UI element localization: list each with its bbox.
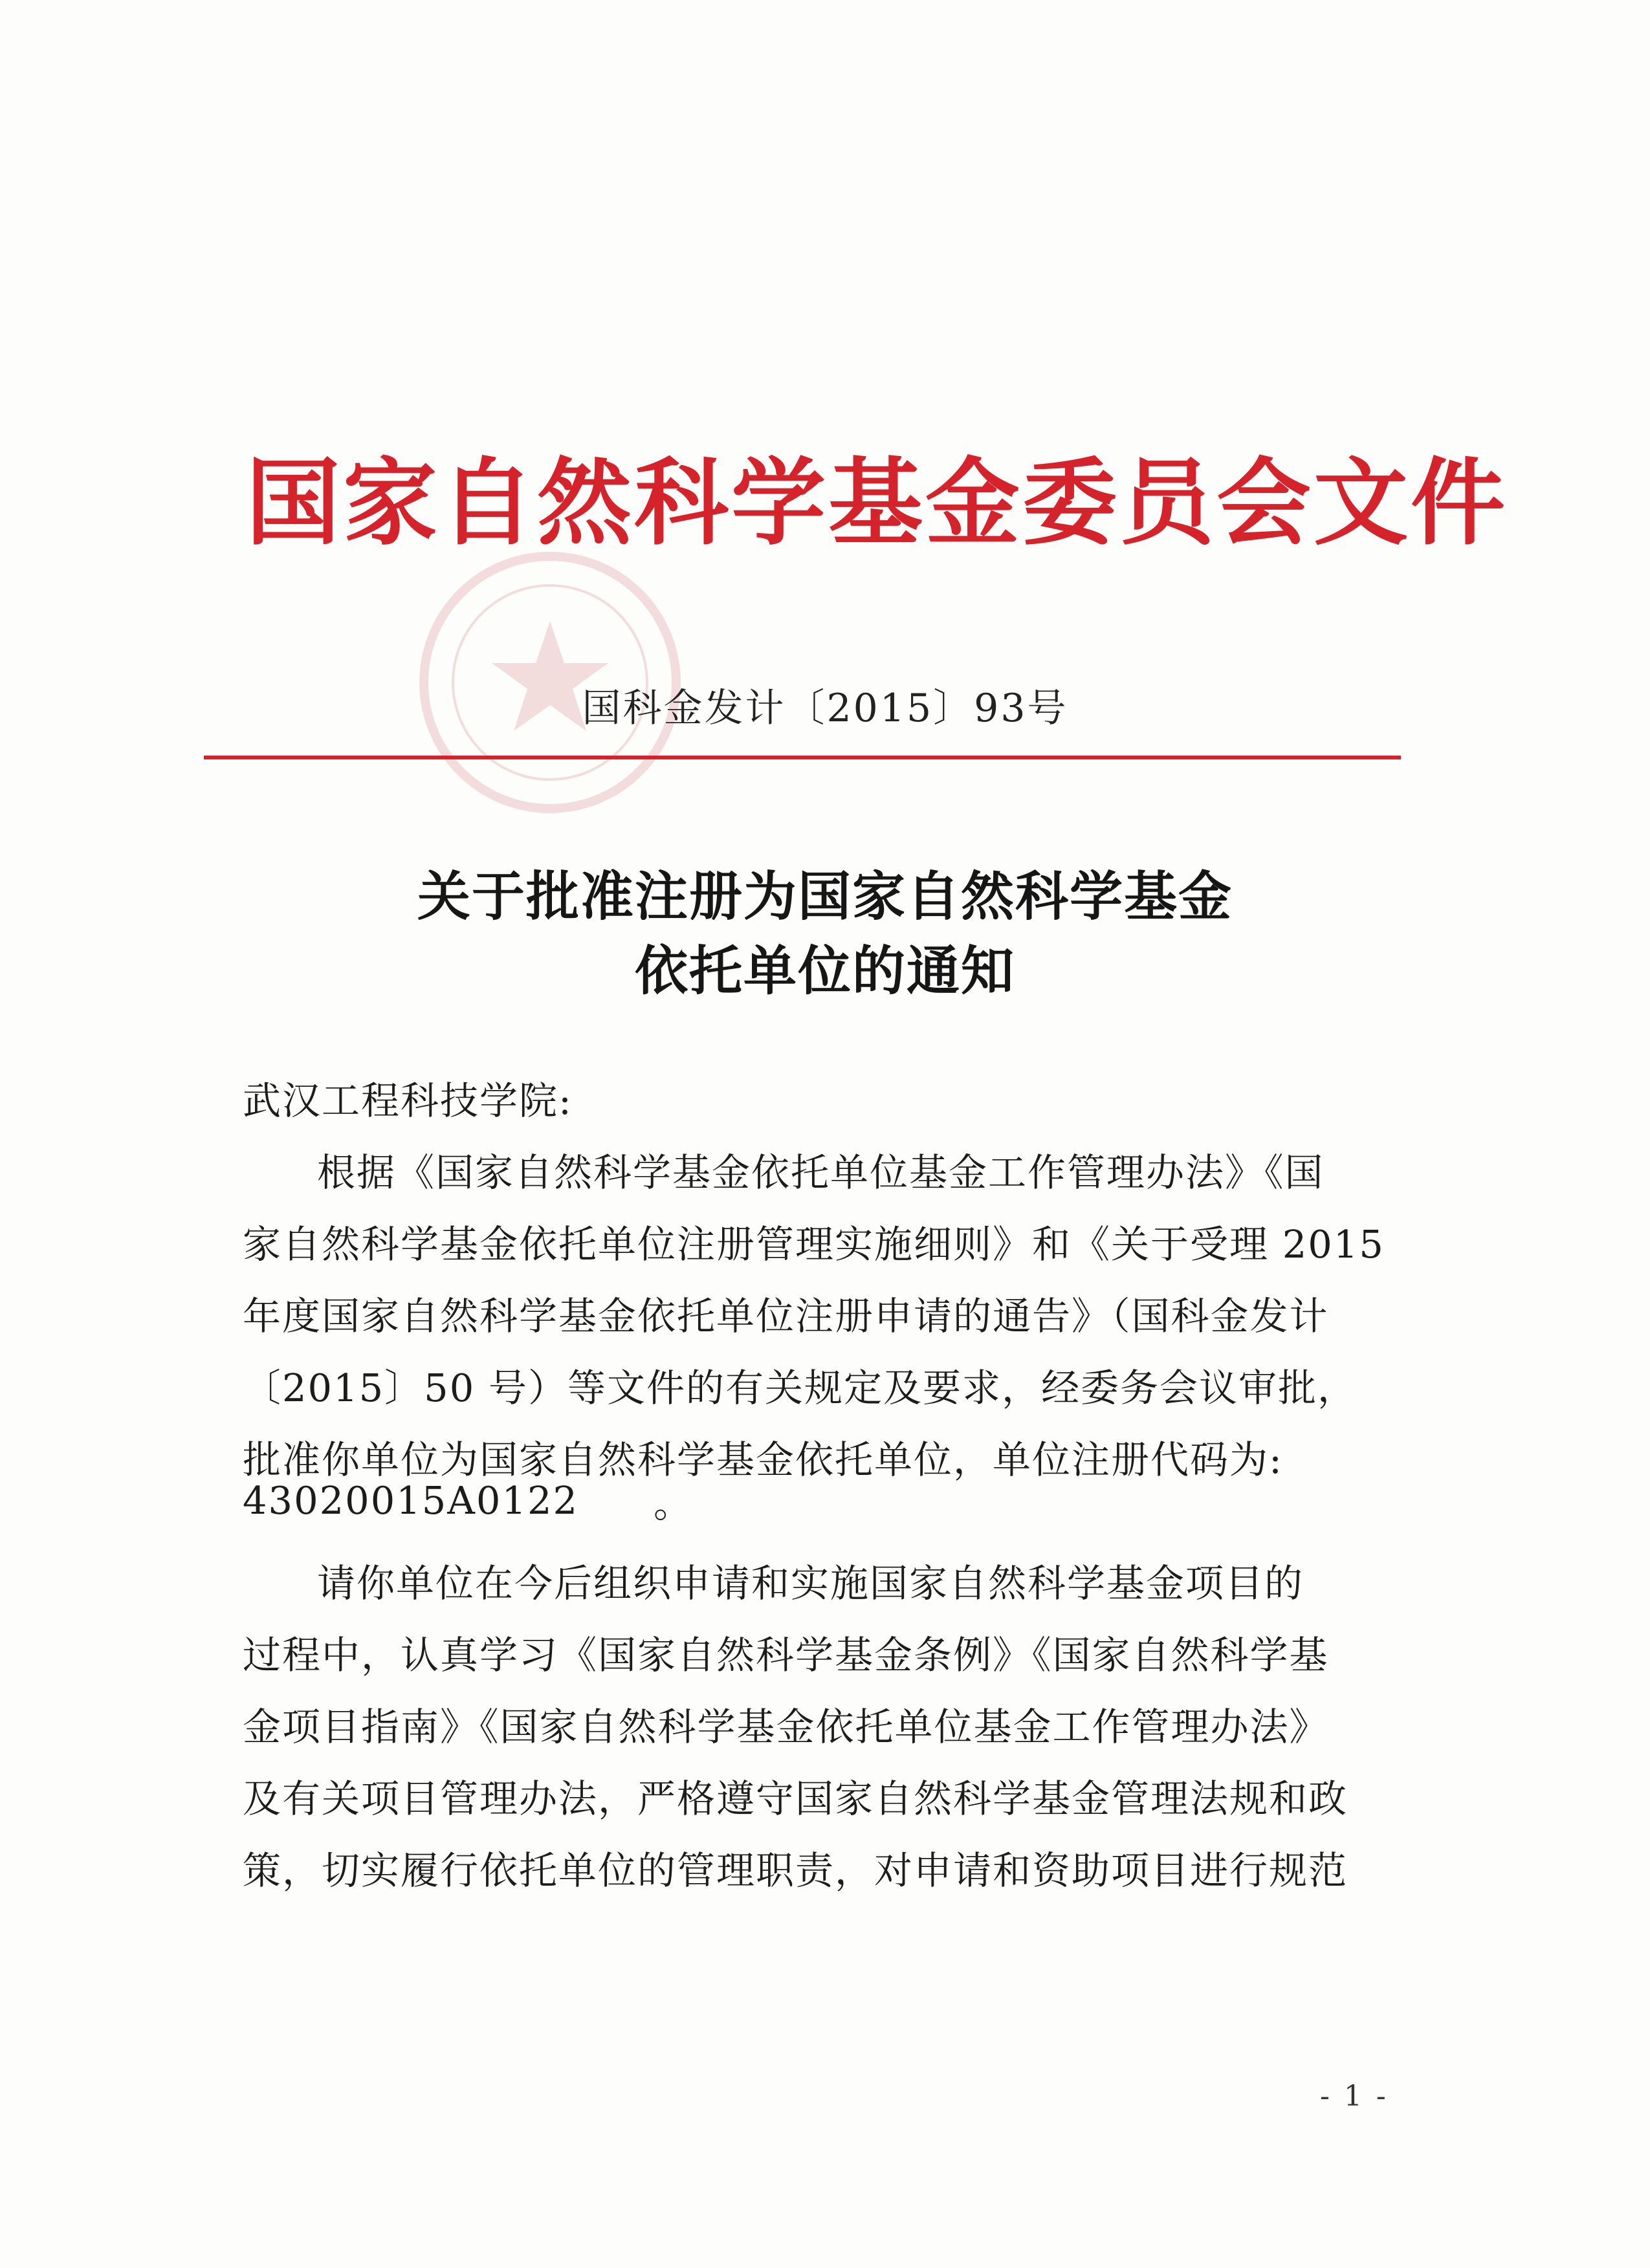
paragraph-1-line: 〔2015〕50 号）等文件的有关规定及要求，经委务会议审批， <box>243 1366 1357 1410</box>
paragraph-1-line: 批准你单位为国家自然科学基金依托单位，单位注册代码为: <box>243 1437 1283 1482</box>
paragraph-2-line: 金项目指南》《国家自然科学基金依托单位基金工作管理办法》 <box>243 1705 1329 1749</box>
document-number: 国科金发计〔2015〕93号 <box>582 686 1068 731</box>
registration-code-terminator: 。 <box>654 1481 692 1526</box>
paragraph-1-line: 年度国家自然科学基金依托单位注册申请的通告》（国科金发计 <box>243 1294 1329 1338</box>
paragraph-2-line: 策，切实履行依托单位的管理职责，对申请和资助项目进行规范 <box>243 1848 1348 1893</box>
registration-code: 43020015A0122 <box>243 1478 579 1523</box>
paragraph-1-line: 根据《国家自然科学基金依托单位基金工作管理办法》《国 <box>317 1150 1325 1195</box>
issuer-header: 国家自然科学基金委员会文件 <box>246 448 1508 558</box>
notice-title-line-1: 关于批准注册为国家自然科学基金 <box>417 866 1233 928</box>
paragraph-2-line: 过程中，认真学习《国家自然科学基金条例》《国家自然科学基 <box>243 1633 1329 1677</box>
notice-title-line-2: 依托单位的通知 <box>634 940 1015 1002</box>
paragraph-1-line: 家自然科学基金依托单位注册管理实施细则》和《关于受理 2015 <box>243 1222 1385 1267</box>
paragraph-2-line: 及有关项目管理办法，严格遵守国家自然科学基金管理法规和政 <box>243 1776 1348 1821</box>
addressee: 武汉工程科技学院: <box>243 1078 573 1123</box>
official-seal-bleed-through <box>382 543 718 822</box>
page-number: - 1 - <box>1320 2080 1389 2113</box>
paragraph-2-line: 请你单位在今后组织申请和实施国家自然科学基金项目的 <box>317 1561 1304 1606</box>
header-divider <box>204 756 1401 759</box>
